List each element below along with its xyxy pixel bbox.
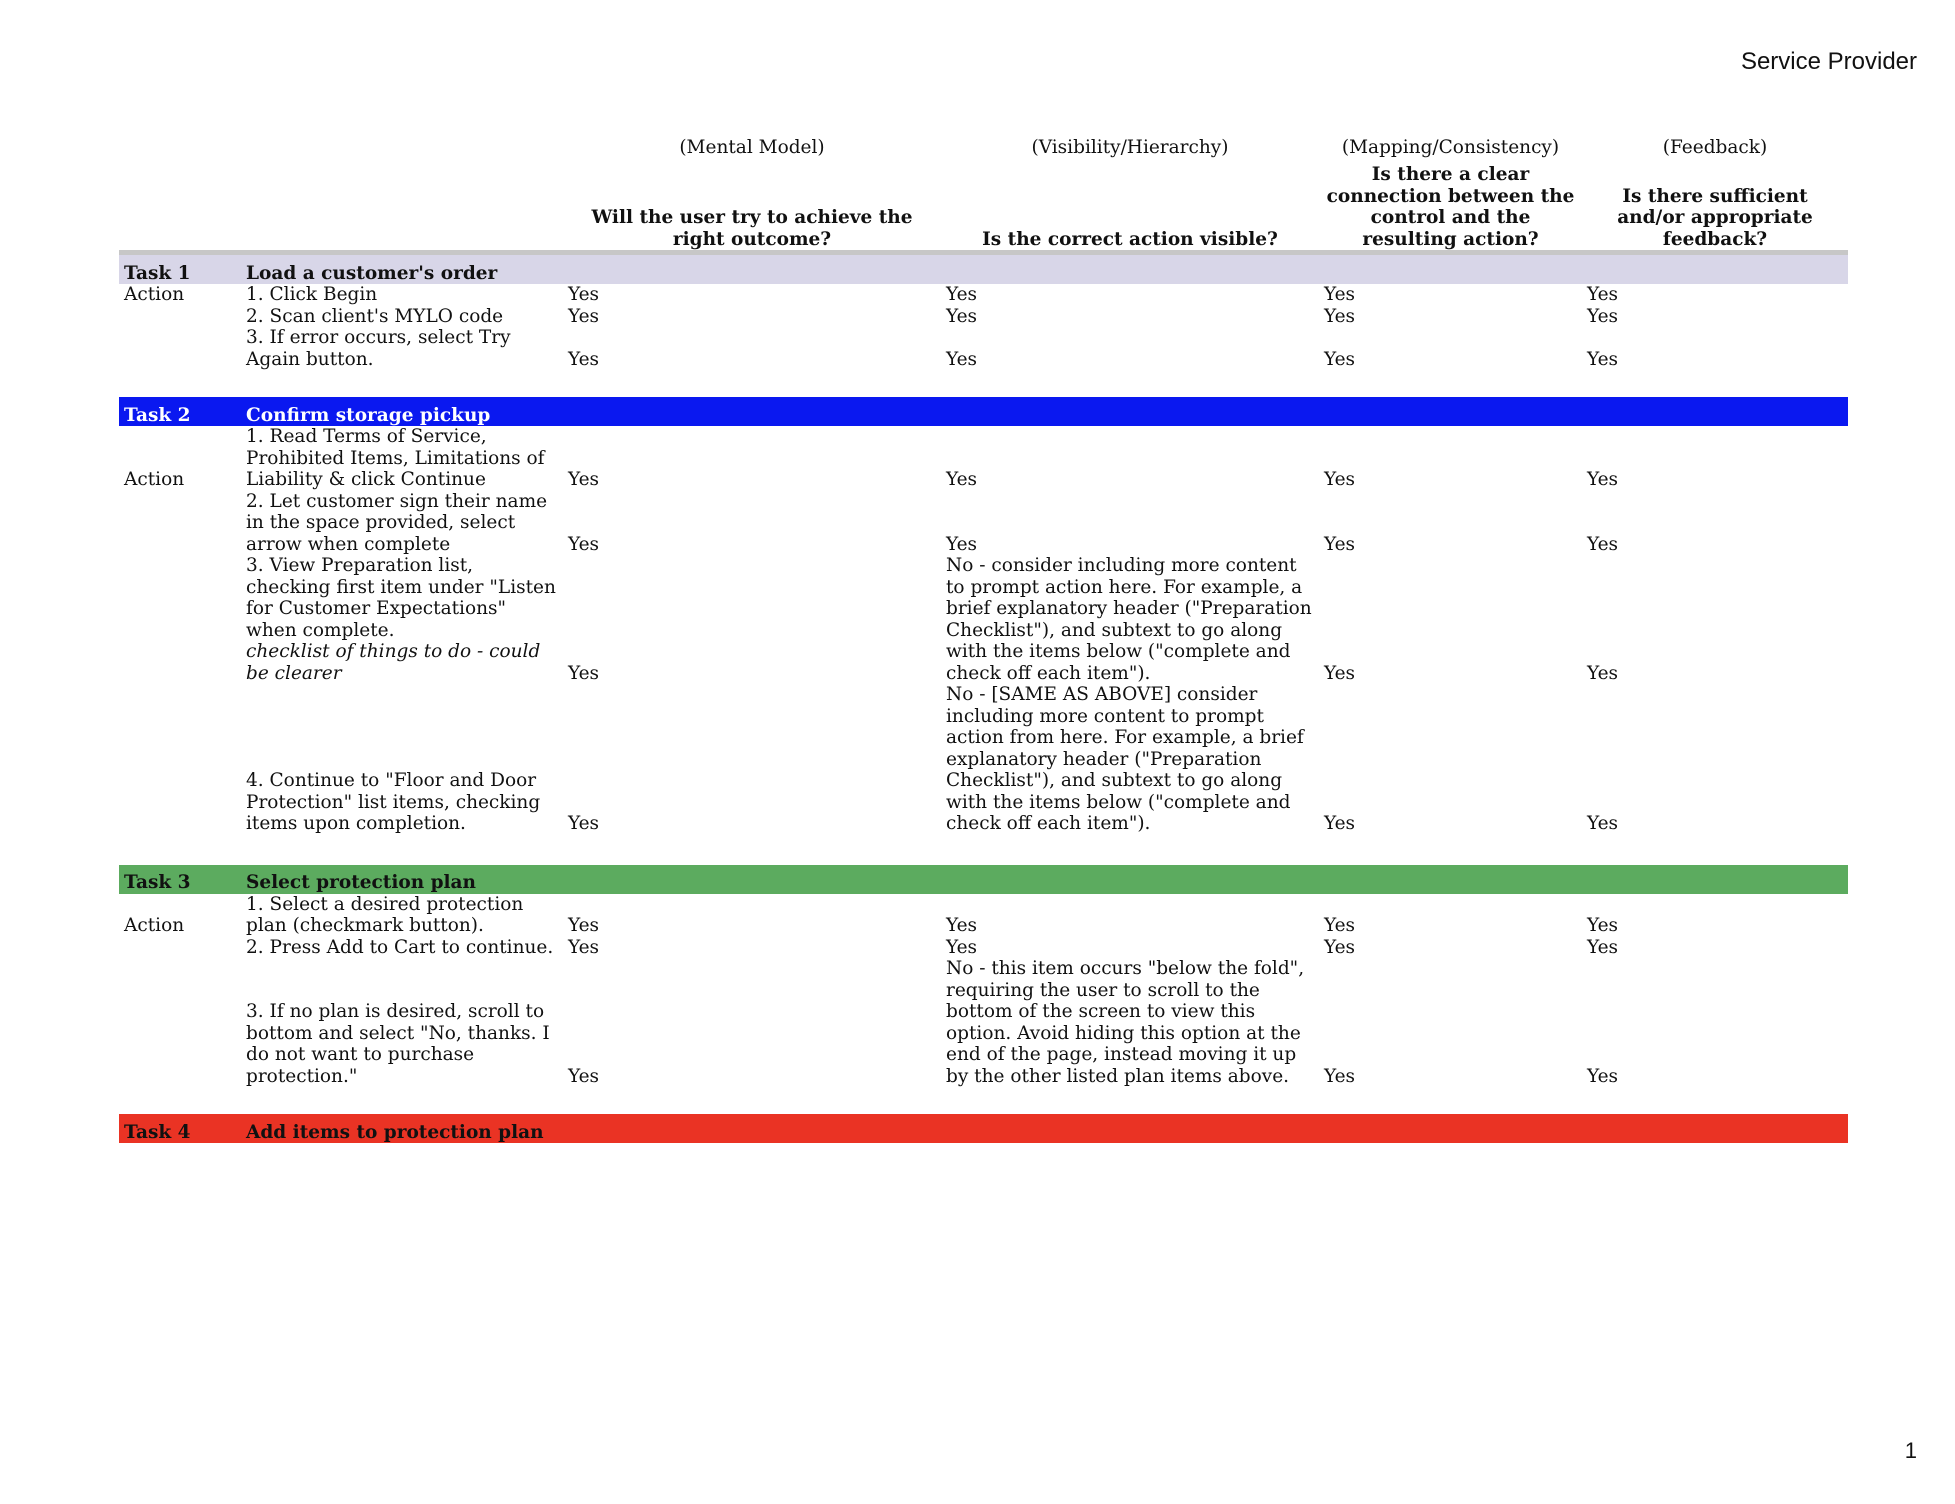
- task-title: Confirm storage pickup: [241, 397, 1848, 426]
- feedback-answer: Yes: [1587, 533, 1619, 555]
- spacer-row: [119, 835, 1848, 865]
- visibility-answer: Yes: [946, 936, 978, 958]
- visibility-answer: No - consider including more content to prompt action here. For example, a brief explanatory header ("Preparation Checklist"), and subtext to go along with the items below ("complete and check off each item").: [946, 555, 1312, 684]
- action-row: [119, 491, 1848, 556]
- visibility-answer: Yes: [946, 915, 978, 936]
- action-step-text: 2. Press Add to Cart to continue.: [246, 936, 554, 958]
- spacer-cell: [119, 1087, 1848, 1114]
- feedback-answer: Yes: [1587, 813, 1619, 834]
- task-label: Task 1: [119, 253, 241, 285]
- question-visibility: Is the correct action visible?: [941, 158, 1319, 253]
- feedback-answer: Yes: [1587, 1065, 1619, 1087]
- feedback-answer: Yes: [1587, 662, 1619, 684]
- spacer-cell: [119, 835, 1848, 865]
- task-header-row: [119, 397, 1848, 426]
- task-header-row: [119, 865, 1848, 894]
- action-step-text: 4. Continue to "Floor and Door Protection" list items, checking items upon completion.: [246, 770, 541, 834]
- action-row-label: Action: [124, 915, 185, 936]
- action-row: [119, 937, 1848, 959]
- action-row: [119, 684, 1848, 835]
- mental-model-answer: Yes: [568, 305, 600, 327]
- task-title: Load a customer's order: [241, 253, 1848, 285]
- service-provider-label: Service Provider: [1740, 48, 1917, 75]
- visibility-answer: Yes: [946, 348, 978, 370]
- category-feedback: (Feedback): [1662, 136, 1768, 158]
- mental-model-answer: Yes: [568, 469, 600, 490]
- evaluation-table: [119, 128, 1848, 1143]
- visibility-answer: Yes: [946, 469, 978, 490]
- action-step: [241, 327, 563, 370]
- action-step-note: checklist of things to do - could be clearer: [246, 641, 541, 684]
- action-step: [241, 894, 563, 937]
- action-row-label: [119, 491, 241, 556]
- action-row-label: Action: [124, 284, 185, 305]
- task-label: Task 4: [119, 1114, 241, 1143]
- page-number: 1: [1904, 1438, 1917, 1463]
- task-title: Select protection plan: [241, 865, 1848, 894]
- spacer-row: [119, 1087, 1848, 1114]
- mapping-answer: Yes: [1324, 1065, 1356, 1087]
- mapping-answer: Yes: [1324, 662, 1356, 684]
- mental-model-answer: Yes: [568, 813, 600, 834]
- action-row-label: [119, 306, 241, 328]
- mental-model-answer: Yes: [568, 348, 600, 370]
- feedback-answer: Yes: [1587, 348, 1619, 370]
- task-title: Add items to protection plan: [241, 1114, 1848, 1143]
- visibility-answer: No - [SAME AS ABOVE] consider including more content to prompt action from here. For example, a brief explanatory header ("Preparation Checklist"), and subtext to go along with the items below ("complete and check off each item").: [946, 684, 1304, 834]
- mapping-answer: Yes: [1324, 348, 1356, 370]
- category-visibility: (Visibility/Hierarchy): [1031, 136, 1229, 158]
- action-row-label: [119, 937, 241, 959]
- feedback-answer: Yes: [1587, 284, 1619, 305]
- category-mental-model: (Mental Model): [679, 136, 825, 158]
- task-label: Task 3: [119, 865, 241, 894]
- mapping-answer: Yes: [1324, 284, 1356, 305]
- task-header-row: [119, 1114, 1848, 1143]
- mental-model-answer: Yes: [568, 662, 600, 684]
- action-step: [241, 555, 563, 684]
- action-step: [241, 958, 563, 1087]
- action-row-label: [119, 684, 241, 835]
- visibility-answer: Yes: [946, 305, 978, 327]
- action-step-text: 1. Read Terms of Service, Prohibited Items, Limitations of Liability & click Continue: [246, 426, 545, 490]
- action-row-label: [119, 555, 241, 684]
- visibility-answer: Yes: [946, 284, 978, 305]
- action-step-text: 2. Scan client's MYLO code: [246, 305, 504, 327]
- action-row: [119, 894, 1848, 937]
- action-row: [119, 426, 1848, 491]
- action-row: [119, 284, 1848, 306]
- mapping-answer: Yes: [1324, 813, 1356, 834]
- action-step: [241, 306, 563, 328]
- action-step-text: 1. Select a desired protection plan (checkmark button).: [246, 893, 524, 936]
- task-label: Task 2: [119, 397, 241, 426]
- mental-model-answer: Yes: [568, 284, 600, 305]
- mapping-answer: Yes: [1324, 936, 1356, 958]
- action-step-text: 3. View Preparation list, checking first item under "Listen for Customer Expectations" when complete.: [246, 555, 556, 641]
- spacer-row: [119, 370, 1848, 397]
- action-step-text: 2. Let customer sign their name in the space provided, select arrow when complete: [246, 490, 548, 555]
- action-step: [241, 684, 563, 835]
- question-feedback: Is there sufficient and/or appropriate feedback?: [1582, 158, 1848, 253]
- action-step-text: 3. If error occurs, select Try Again button.: [246, 327, 511, 370]
- action-row: [119, 327, 1848, 370]
- action-row-label: Action: [124, 469, 185, 490]
- feedback-answer: Yes: [1587, 915, 1619, 936]
- mental-model-answer: Yes: [568, 936, 600, 958]
- mapping-answer: Yes: [1324, 533, 1356, 555]
- visibility-answer: No - this item occurs "below the fold", requiring the user to scroll to the bottom of the screen to view this option. Avoid hiding this option at the end of the page, instead moving it up by the other listed plan items above.: [946, 958, 1305, 1087]
- spacer-cell: [119, 370, 1848, 397]
- mental-model-answer: Yes: [568, 1065, 600, 1087]
- mapping-answer: Yes: [1324, 305, 1356, 327]
- category-header-row: [119, 128, 1848, 158]
- action-step-text: 3. If no plan is desired, scroll to bottom and select "No, thanks. I do not want to purchase protection.": [246, 1001, 550, 1087]
- mental-model-answer: Yes: [568, 533, 600, 555]
- feedback-answer: Yes: [1587, 936, 1619, 958]
- task-header-row: [119, 253, 1848, 285]
- action-step: [241, 491, 563, 556]
- action-step: [241, 284, 563, 306]
- action-row-label: [119, 958, 241, 1087]
- category-mapping: (Mapping/Consistency): [1341, 136, 1560, 158]
- mental-model-answer: Yes: [568, 915, 600, 936]
- action-row: [119, 958, 1848, 1087]
- action-row-label: [119, 327, 241, 370]
- feedback-answer: Yes: [1587, 305, 1619, 327]
- action-step-text: 1. Click Begin: [246, 284, 378, 305]
- action-step: [241, 937, 563, 959]
- mapping-answer: Yes: [1324, 915, 1356, 936]
- visibility-answer: Yes: [946, 533, 978, 555]
- question-header-row: [119, 158, 1848, 253]
- question-mental-model: Will the user try to achieve the right outcome?: [563, 158, 941, 253]
- question-mapping: Is there a clear connection between the control and the resulting action?: [1319, 158, 1582, 253]
- mapping-answer: Yes: [1324, 469, 1356, 490]
- feedback-answer: Yes: [1587, 469, 1619, 490]
- action-row: [119, 306, 1848, 328]
- action-row: [119, 555, 1848, 684]
- action-step: [241, 426, 563, 491]
